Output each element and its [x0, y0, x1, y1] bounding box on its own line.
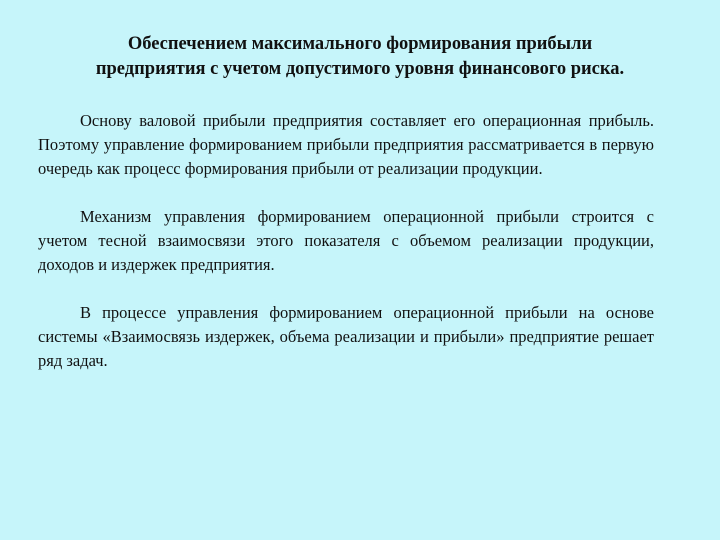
paragraph-management-mechanism: Механизм управления формированием операционной прибыли строится с учетом тесной взаимосвязи этого показателя с объемом реализации продукции, доходов и издержек предприятия. — [38, 207, 654, 274]
slide-body — [38, 109, 654, 397]
slide-title — [30, 32, 690, 82]
title-line-1: Обеспечением максимального формирования прибыли — [127, 34, 593, 54]
paragraph-operating-profit: Основу валовой прибыли предприятия составляет его операционная прибыль. Поэтому управление формированием прибыли предприятия рассматривается в первую очередь как процесс формирования прибыли от реализации продукции. — [38, 111, 654, 178]
paragraph-cvp-system: В процессе управления формированием операционной прибыли на основе системы «Взаимосвязь издержек, объема реализации и прибыли» предприятие решает ряд задач. — [38, 303, 654, 370]
title-line-2: предприятия с учетом допустимого уровня финансового риска. — [95, 59, 625, 79]
